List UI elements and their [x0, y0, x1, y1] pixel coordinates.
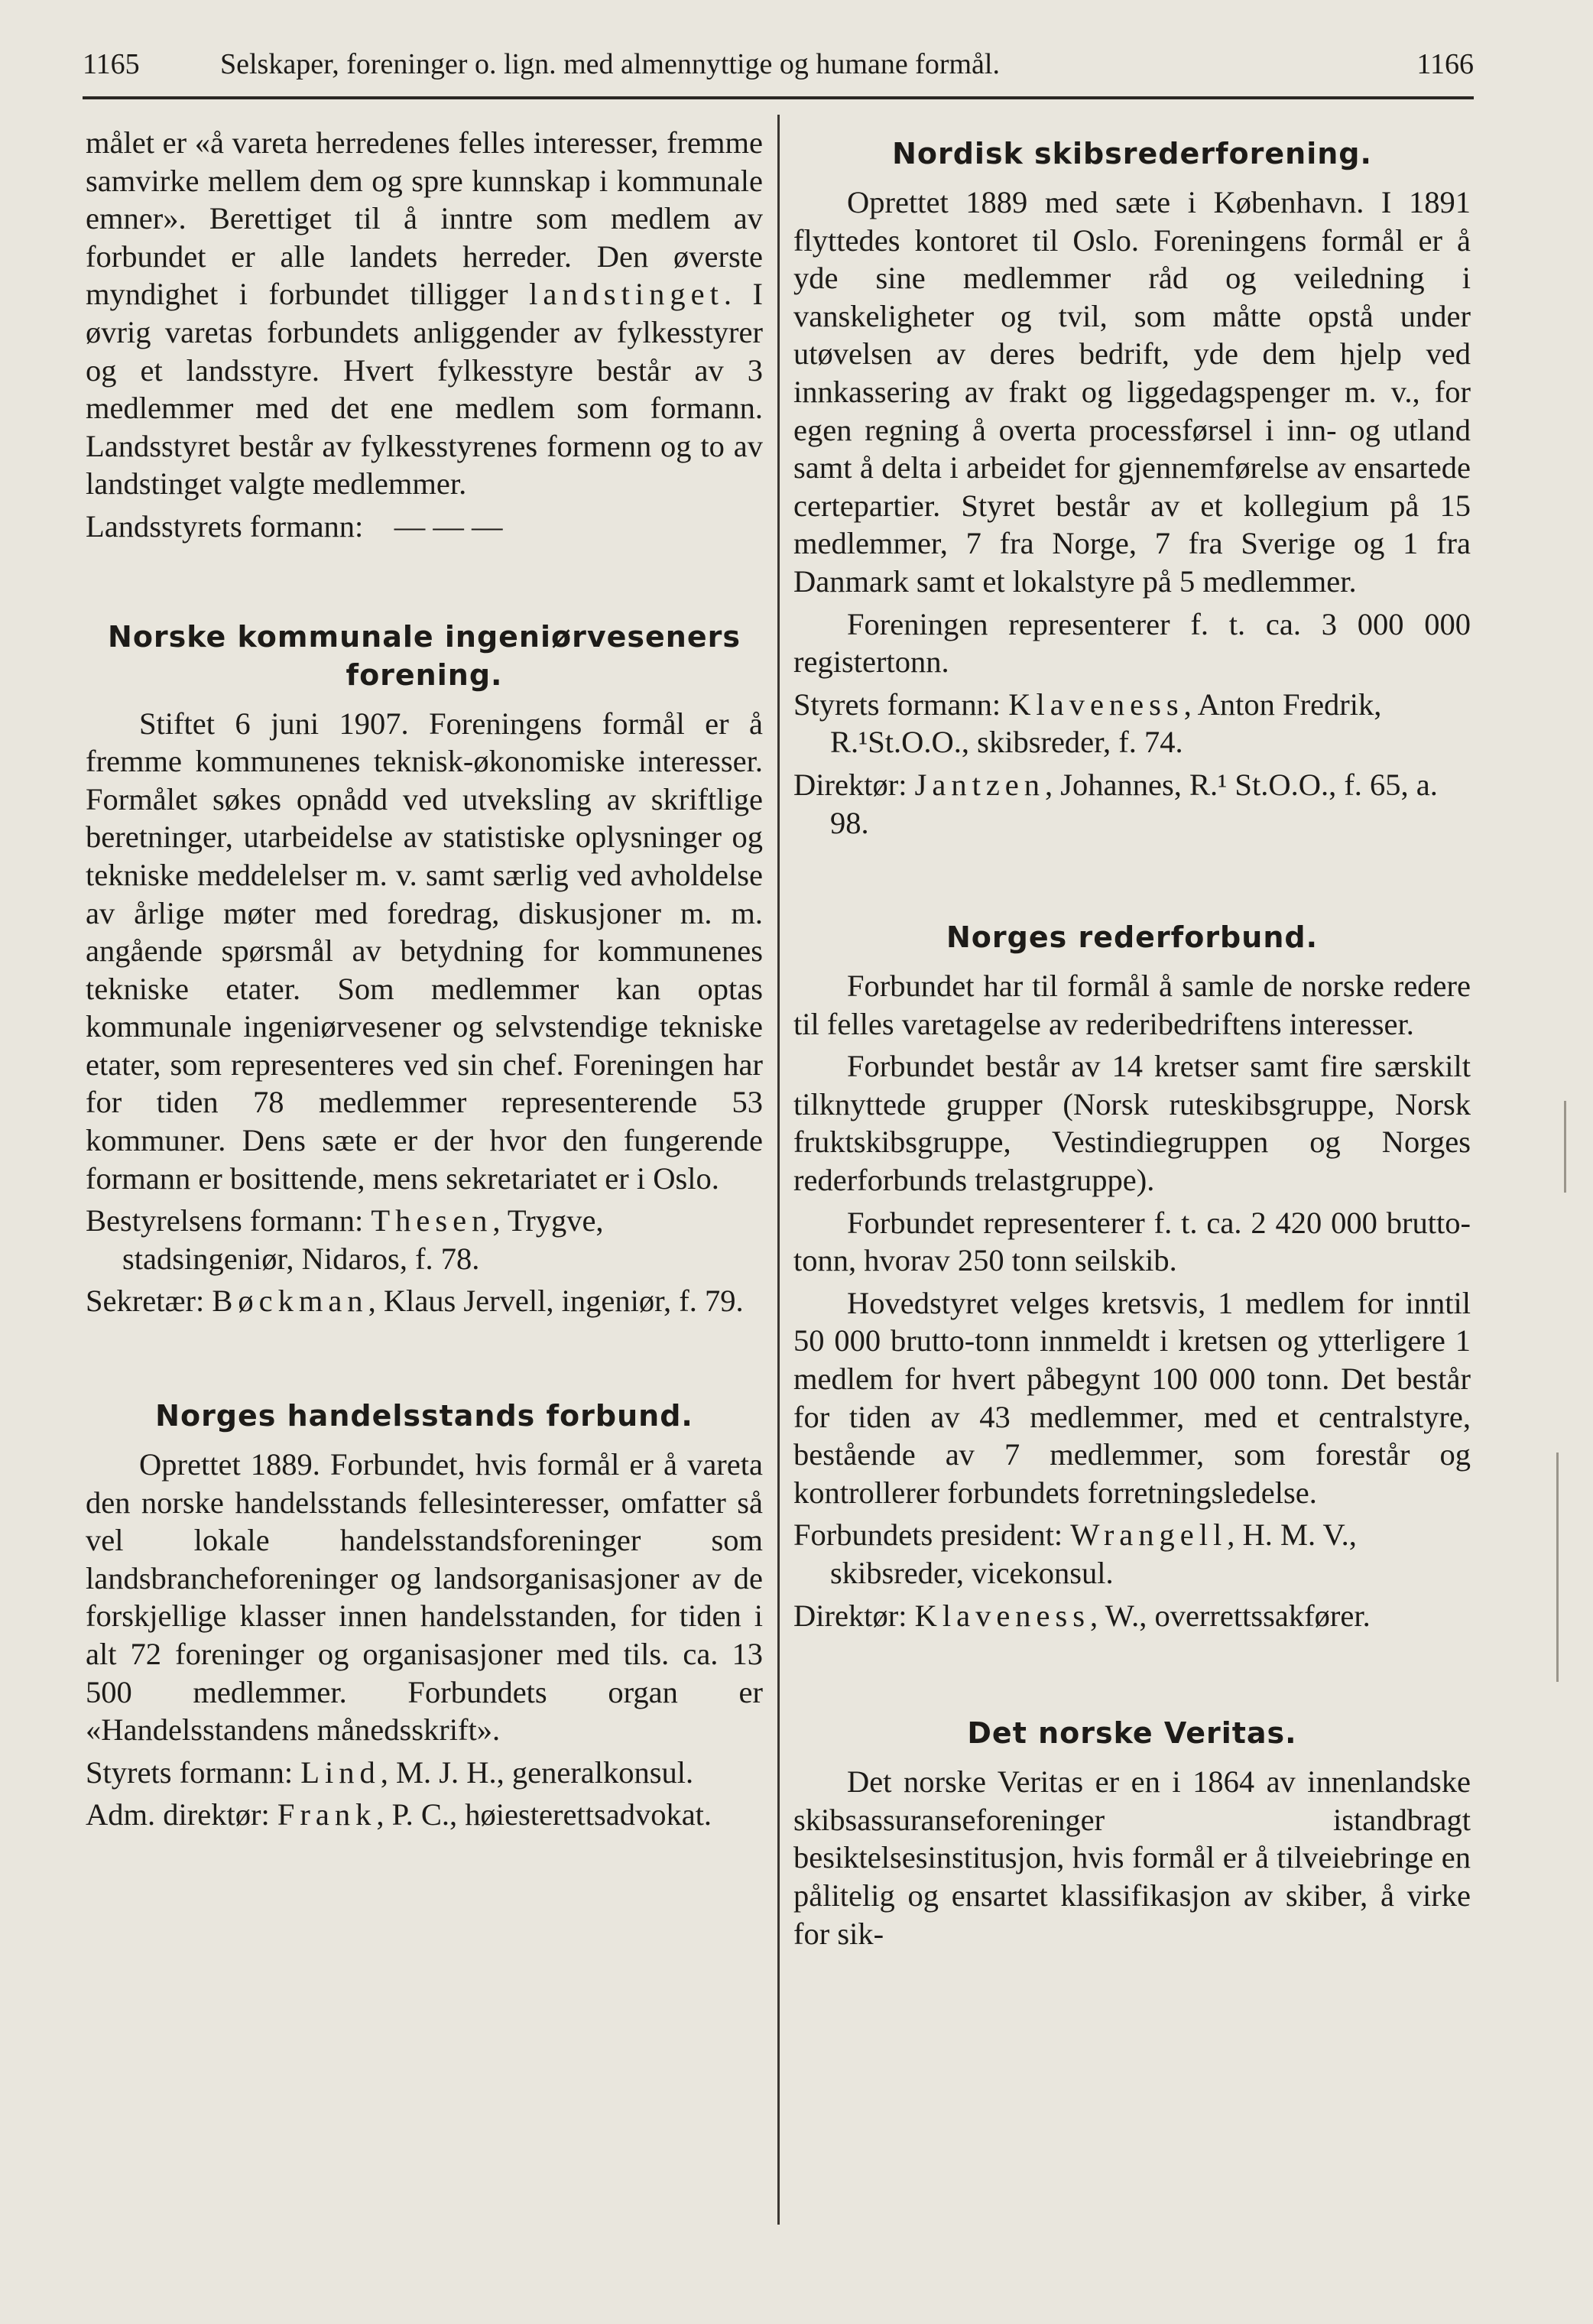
intro-paragraph: målet er «å vareta herredenes felles interesser, fremme samvirke mellem dem og spre kunnskap i kommunale emner». Berettiget til å inntre som medlem av forbundet er alle landets herreder. Den øverste myndighet i forbundet tilligger landstinget. I øvrig varetas forbundets anliggender av fylkesstyrer og et landsstyre. Hvert fylkesstyre består av 3 medlemmer med det ene medlem som formann. Landsstyret består av fylkesstyrenes formenn og to av landstinget valgte medlemmer. [86, 125, 763, 501]
section-body: Oprettet 1889 med sæte i København. I 1891 flyttedes kontoret til Oslo. Foreningens formål er å yde sine medlemmer råd og veiledning i vanskeligheter og tvil, som måtte opstå under utøvelsen av deres bedrift, yde dem hjelp ved innkassering av frakt og liggedagspenger m. v., for egen regning å overta processførsel i inn- og utland samt å delta i arbeidet for gjennemførelse av ensartede certepartier. Styret består av et kollegium på 15 medlemmer, 7 fra Norge, 7 fra Sverige og 1 fra Danmark samt et lokalstyre på 5 medlemmer. [793, 185, 1471, 599]
officer-entry: Bestyrelsens formann: Thesen, Trygve, stadsingeniør, Nidaros, f. 78. [86, 1203, 604, 1276]
column-divider [777, 115, 780, 2225]
left-column [86, 124, 763, 1839]
landsstyret-formann: Landsstyrets formann: — — — [86, 508, 503, 544]
section-title: Nordisk skibsrederforening. [892, 137, 1372, 170]
scan-edge-mark [1564, 1101, 1566, 1193]
officer-entry: Forbundets president: Wrangell, H. M. V., skibsreder, vicekonsul. [793, 1517, 1357, 1590]
section-body: Forbundet har til formål å samle de norske redere til felles varetagelse av rederibedriftens interesser. [793, 969, 1471, 1041]
officer-entry: Styrets formann: Lind, M. J. H., generalkonsul. [86, 1754, 694, 1790]
running-title: Selskaper, foreninger o. lign. med almennyttige og humane formål. [220, 48, 1000, 80]
section-body: Oprettet 1889. Forbundet, hvis formål er å vareta den norske handelsstands fellesinteresser, omfatter så vel lokale handelsstandsforeninger som landsbrancheforeninger og landsorganisasjoner av de forskjellige klasser innen handelsstanden, for tiden i alt 72 foreninger og organisasjoner med tils. ca. 13 500 medlemmer. Forbundets organ er «Handelsstandens månedsskrift». [86, 1447, 763, 1748]
section-title: Norges rederforbund. [946, 920, 1319, 955]
section-title: Norske kommunale ingeniørveseners forening. [108, 619, 741, 692]
officer-entry: Sekretær: Bøckman, Klaus Jervell, ingeniør, f. 79. [86, 1284, 744, 1319]
section-title: Det norske Veritas. [967, 1716, 1297, 1751]
officer-entry: Styrets formann: Klaveness, Anton Fredrik, R.¹St.O.O., skibsreder, f. 74. [793, 686, 1382, 760]
officer-entry: Adm. direktør: Frank, P. C., høiesterettsadvokat. [86, 1797, 712, 1832]
section-body: Det norske Veritas er en i 1864 av innenlandske skibsassuranseforeninger istandbragt besiktelsesinstitusjon, hvis formål er å tilveiebringe en pålitelig og ensartet klassifikasjon av skiber, å virke for sik- [793, 1764, 1471, 1951]
section-title: Norges handelsstands forbund. [155, 1399, 693, 1433]
officer-entry: Direktør: Klaveness, W., overrettssakfører. [793, 1598, 1371, 1633]
right-page-number: 1166 [1416, 48, 1474, 80]
page-header [83, 47, 1474, 93]
spaced-term: landstinget [529, 277, 724, 312]
right-column [793, 124, 1471, 1957]
section-body: Hovedstyret velges kretsvis, 1 medlem for inntil 50 000 brutto-tonn innmeldt i kretsen og ytterligere 1 medlem for hvert påbegynt 100 000 tonn. Det består for tiden av 43 medlemmer, med et centralstyre, bestående av 7 medlemmer, som forestår og kontrollerer forbundets forretningsledelse. [793, 1285, 1471, 1510]
section-body: Forbundet representerer f. t. ca. 2 420 000 brutto-tonn, hvorav 250 tonn seilskib. [793, 1205, 1471, 1278]
section-body: Foreningen representerer f. t. ca. 3 000 000 registertonn. [793, 606, 1471, 680]
section-body: Stiftet 6 juni 1907. Foreningens formål er å fremme kommunenes teknisk-økonomiske interesser. Formålet søkes opnådd ved utveksling av skriftlige beretninger, utarbeidelse av statistiske oplysninger og tekniske meddelelser m. v. samt særlig ved avholdelse av årlige møter med foredrag, diskusjoner m. m. angående spørsmål av betydning for kommunenes tekniske etater. Som medlemmer kan optas kommunale ingeniørvesener og selvstendige tekniske etater, som representeres ved sin chef. Foreningen har for tiden 78 medlemmer representerende 53 kommuner. Dens sæte er der hvor den fungerende formann er bosittende, mens sekretariatet er i Oslo. [86, 706, 763, 1196]
header-rule [83, 96, 1474, 99]
left-page-number: 1165 [83, 48, 140, 80]
section-body: Forbundet består av 14 kretser samt fire særskilt tilknyttede grupper (Norsk ruteskibsgruppe, Norsk fruktskibsgruppe, Vestindiegruppen og Norges rederforbunds trelastgruppe). [793, 1049, 1471, 1198]
officer-entry: Direktør: Jantzen, Johannes, R.¹ St.O.O., f. 65, a. 98. [793, 767, 1438, 840]
scan-edge-mark [1556, 1452, 1559, 1682]
